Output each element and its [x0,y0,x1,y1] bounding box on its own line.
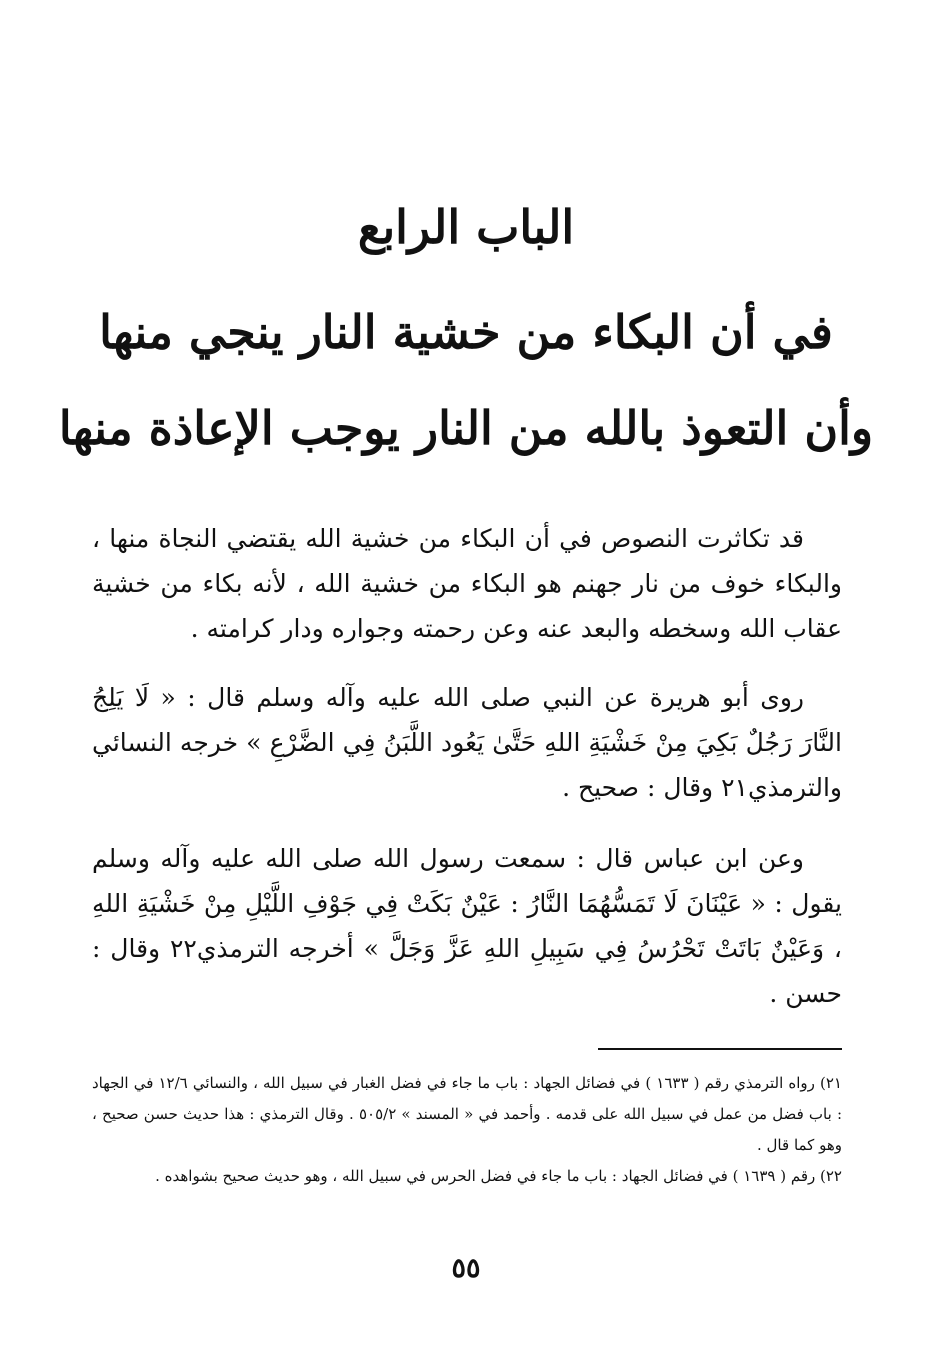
footnote-22: ٢٢) رقم ( ١٦٣٩ ) في فضائل الجهاد : باب ما جاء في فضل الحرس في سبيل الله ، وهو حديث صحيح بشواهده . [155,1167,842,1185]
body-paragraph [92,675,842,810]
chapter-title-line-2: وأن التعوذ بالله من النار يوجب الإعاذة منها [58,401,874,455]
chapter-title-line-1: في أن البكاء من خشية النار ينجي منها [99,305,833,359]
body-paragraph [92,516,842,651]
footnote-divider [598,1048,842,1050]
paragraph-text: روى أبو هريرة عن النبي صلى الله عليه وآله وسلم قال : « لَا يَلِجُ النَّارَ رَجُلٌ بَكِيَ مِنْ خَشْيَةِ اللهِ حَتَّىٰ يَعُود اللَّبَنُ فِي الضَّرْعِ » خرجه النسائي والترمذي٢١ وقال : صحيح . [92,683,842,802]
paragraph-text: قد تكاثرت النصوص في أن البكاء من خشية الله يقتضي النجاة منها ، والبكاء خوف من نار جهنم هو البكاء من خشية الله ، لأنه بكاء من خشية عقاب الله وسخطه والبعد عنه وعن رحمته وجواره ودار كرامته . [92,524,842,643]
footnote-21: ٢١) رواه الترمذي رقم ( ١٦٣٣ ) في فضائل الجهاد : باب ما جاء في فضل الغبار في سبيل الله ، والنسائي ١٢/٦ في الجهاد : باب فضل من عمل في سبيل الله على قدمه . وأحمد في « المسند » ٥٠٥/٢ . وقال الترمذي : هذا حديث حسن صحيح ، وهو كما قال . [92,1074,842,1154]
footnotes [92,1068,842,1192]
page-number: ٥٥ [451,1253,481,1284]
paragraph-text: وعن ابن عباس قال : سمعت رسول الله صلى الله عليه وآله وسلم يقول : « عَيْنَانَ لَا تَمَسُّهُمَا النَّارُ : عَيْنٌ بَكَتْ فِي جَوْفِ اللَّيْلِ مِنْ خَشْيَةِ اللهِ ، وَعَيْنٌ بَاتَتْ تَحْرُسُ فِي سَبِيلِ اللهِ عَزَّ وَجَلَّ » أخرجه الترمذي٢٢ وقال : حسن . [92,844,842,1008]
chapter-label: الباب الرابع [357,200,575,254]
body-paragraph [92,836,842,1016]
